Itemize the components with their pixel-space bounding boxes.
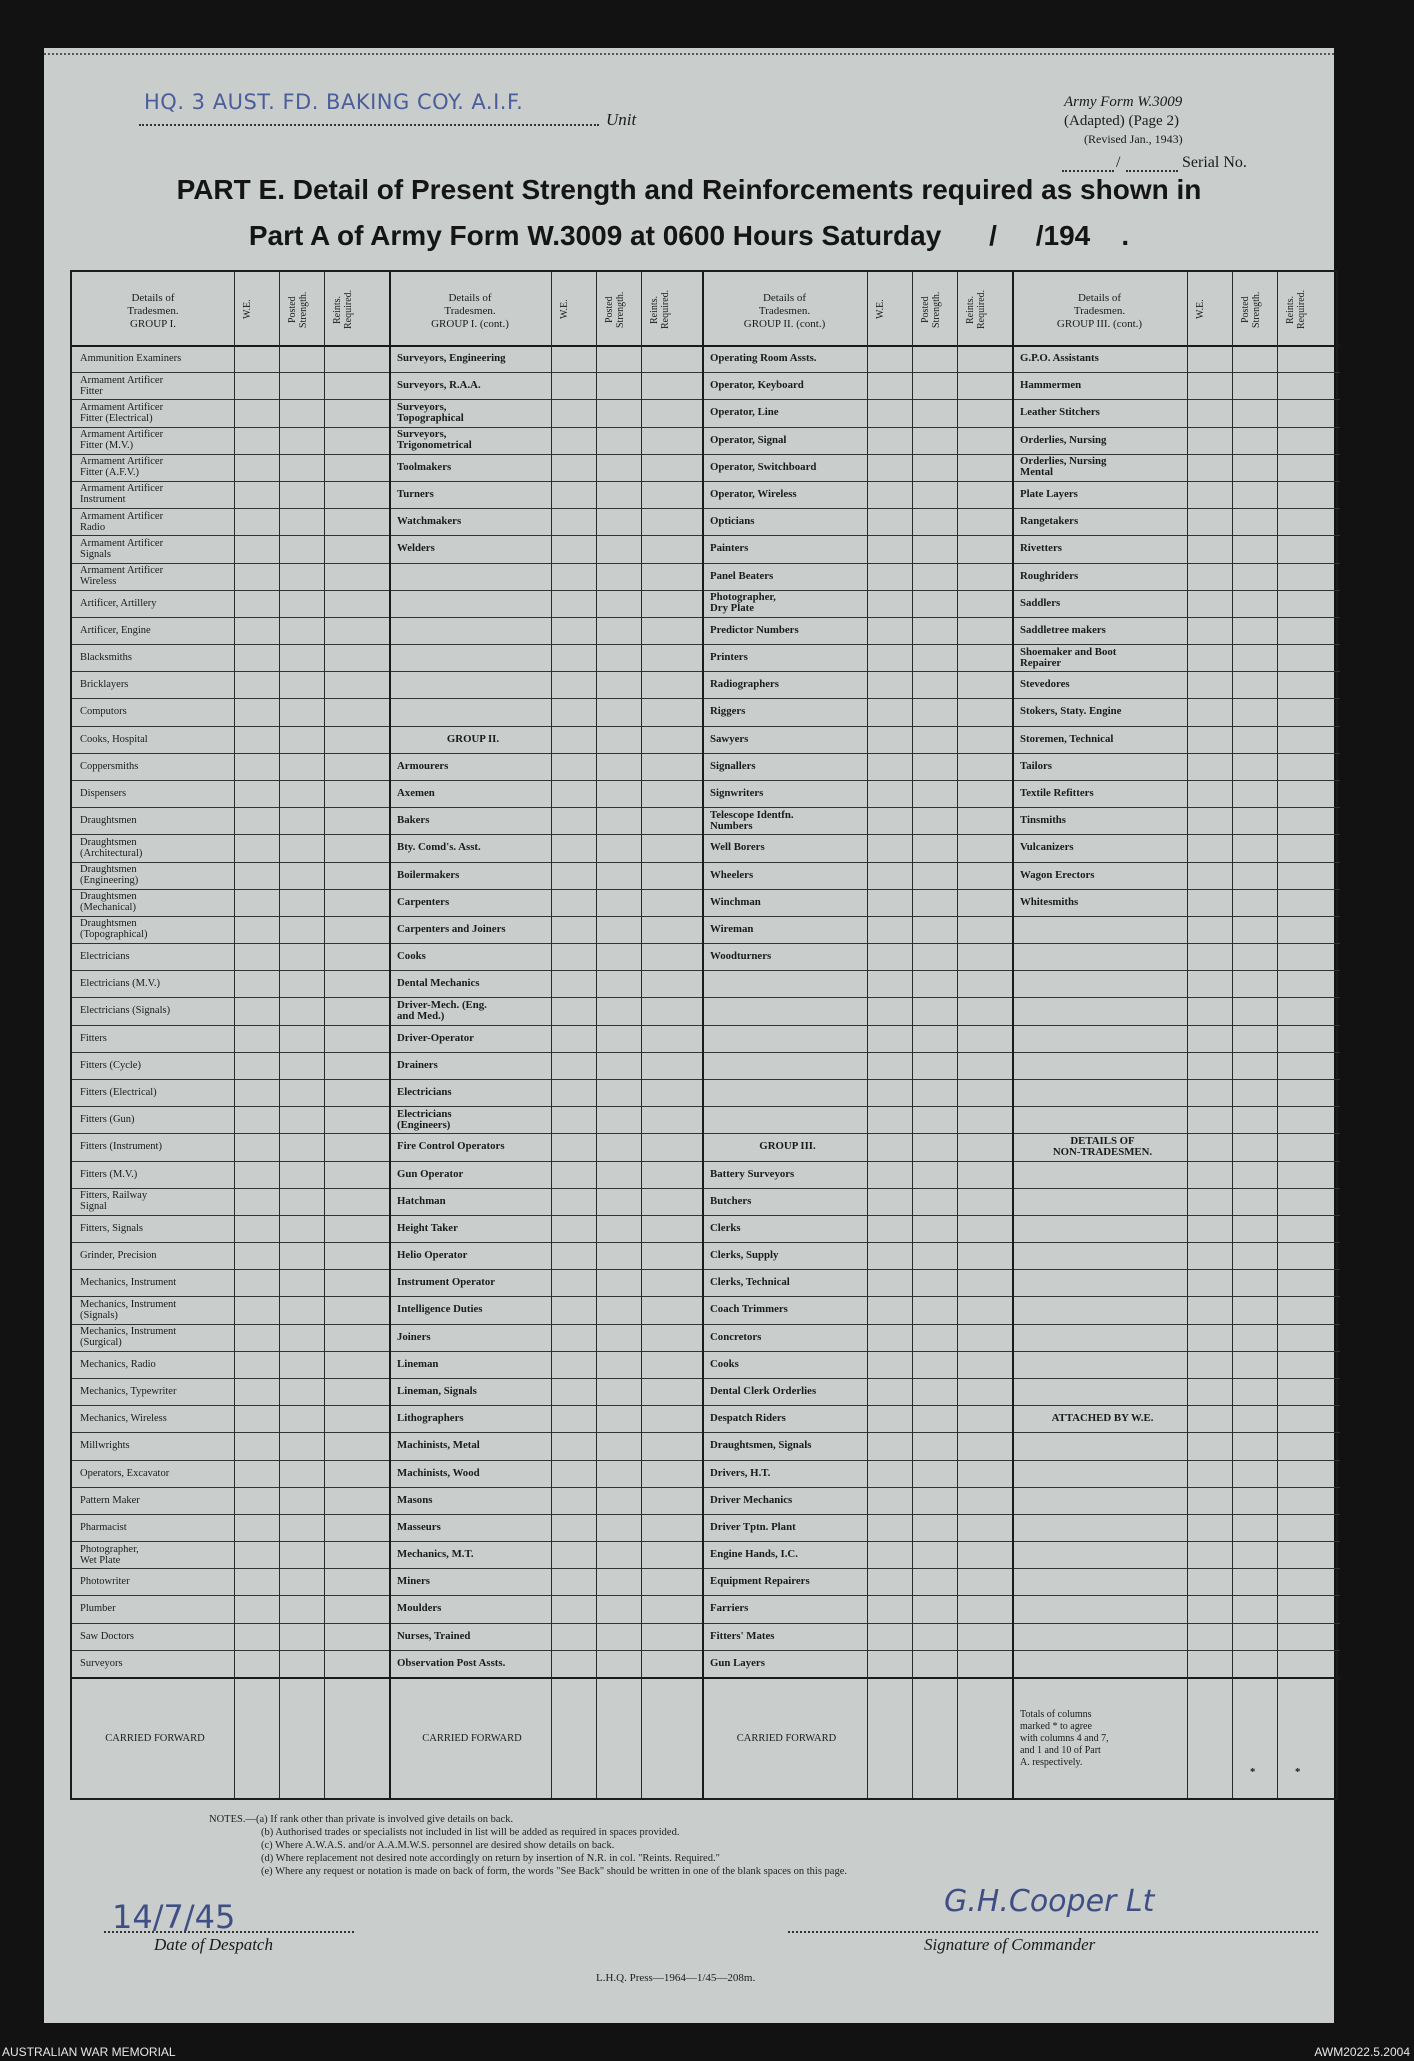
column-rule xyxy=(1187,272,1188,1798)
serial-label: Serial No. xyxy=(1182,154,1247,171)
trade-row: Concretors xyxy=(710,1330,762,1343)
trade-row: Electricians (Engineers) xyxy=(397,1107,452,1131)
trade-row: Cooks, Hospital xyxy=(80,733,148,745)
trade-row: Textile Refitters xyxy=(1020,786,1094,799)
trade-row: Armament Artificer Signals xyxy=(80,537,164,560)
note-line: (e) Where any request or notation is made on back of form, the words "See Back" should be written in one of the blank spaces on this page. xyxy=(261,1866,848,1877)
trade-row: GROUP III. xyxy=(759,1140,816,1153)
trade-row: Equipment Repairers xyxy=(710,1575,810,1588)
trade-row: Fitters (Cycle) xyxy=(80,1059,141,1071)
blank-row xyxy=(1020,1352,1185,1377)
trade-row: Rangetakers xyxy=(1020,515,1079,528)
column-rule xyxy=(641,272,642,1798)
trade-row: Signwriters xyxy=(710,786,764,799)
column-rule xyxy=(324,272,325,1798)
trade-row: Opticians xyxy=(710,515,755,528)
trade-row: Drivers, H.T. xyxy=(710,1466,771,1479)
trade-row: Stevedores xyxy=(1020,678,1070,691)
trade-row: Radiographers xyxy=(710,678,779,691)
trade-row: Armament Artificer Fitter (M.V.) xyxy=(80,429,164,452)
totals-note: Totals of columns marked * to agree with columns 4 and 7, and 1 and 10 of Part A. respectively. xyxy=(1020,1708,1109,1768)
blank-row xyxy=(1020,1216,1185,1241)
blank-row xyxy=(1020,917,1185,942)
trade-row: Orderlies, Nursing Mental xyxy=(1020,455,1107,479)
blank-row xyxy=(397,564,549,589)
blank-row xyxy=(1020,1379,1185,1404)
trade-row: Fitters (Instrument) xyxy=(80,1141,162,1153)
trade-row: Joiners xyxy=(397,1330,431,1343)
blank-row xyxy=(397,618,549,643)
subcol-heading: W.E. xyxy=(559,299,570,320)
trade-row: Boilermakers xyxy=(397,868,460,881)
trade-row: Cooks xyxy=(397,950,426,963)
trade-row: Nurses, Trained xyxy=(397,1629,471,1642)
signature-underline xyxy=(788,1931,1318,1933)
serial-separator: / xyxy=(1116,154,1121,171)
trade-row: Saddletree makers xyxy=(1020,623,1106,636)
trade-row: Tinsmiths xyxy=(1020,814,1067,827)
archive-accession: AWM2022.5.2004 xyxy=(1314,2045,1410,2059)
subcol-heading: Reints. Required. xyxy=(1285,289,1307,330)
trade-row: Artificer, Engine xyxy=(80,624,151,636)
blank-row xyxy=(1020,1651,1185,1676)
subcol-heading: Posted Strength. xyxy=(920,291,942,328)
note-line: (b) Authorised trades or specialists not included in list will be added as required in spaces provided. xyxy=(261,1827,680,1838)
trade-row: Hatchman xyxy=(397,1194,446,1207)
perforation-edge xyxy=(44,53,1334,55)
trade-row: Clerks, Technical xyxy=(710,1276,790,1289)
trade-row: Photowriter xyxy=(80,1576,130,1588)
trade-row: Engine Hands, I.C. xyxy=(710,1548,798,1561)
blank-row xyxy=(397,645,549,670)
trade-row: Photographer, Dry Plate xyxy=(710,591,776,615)
notes-block xyxy=(209,1813,847,1878)
trade-row: Operators, Excavator xyxy=(80,1467,170,1479)
unit-handwritten: HQ. 3 AUST. FD. BAKING COY. A.I.F. xyxy=(144,90,524,114)
trade-row: Whitesmiths xyxy=(1020,895,1079,908)
subcol-heading: W.E. xyxy=(242,299,253,320)
trade-row: Machinists, Wood xyxy=(397,1466,480,1479)
trade-row: Carpenters and Joiners xyxy=(397,922,506,935)
trade-row: Surveyors, Trigonometrical xyxy=(397,428,472,452)
trade-row: Bty. Comd's. Asst. xyxy=(397,841,481,854)
subcol-heading: Posted Strength. xyxy=(1240,291,1262,328)
trade-row: Plate Layers xyxy=(1020,487,1078,500)
trade-row: Panel Beaters xyxy=(710,569,774,582)
trade-row: Fitters (M.V.) xyxy=(80,1168,138,1180)
column-rule xyxy=(234,272,235,1798)
group-divider xyxy=(702,272,704,1798)
blank-row xyxy=(1020,1243,1185,1268)
trade-row: Masons xyxy=(397,1493,433,1506)
subcol-heading: Reints. Required. xyxy=(965,289,987,330)
note-line: (d) Where replacement not desired note accordingly on return by insertion of N.R. in col. "Reints. Required." xyxy=(261,1853,720,1864)
trade-row: Operator, Switchboard xyxy=(710,460,817,473)
carried-forward: CARRIED FORWARD xyxy=(736,1733,837,1744)
trade-row: Orderlies, Nursing xyxy=(1020,433,1107,446)
trade-row: Grinder, Precision xyxy=(80,1250,157,1262)
trade-row: Fitters (Electrical) xyxy=(80,1087,157,1099)
trade-row: Printers xyxy=(710,651,748,664)
trade-row: Mechanics, Instrument (Surgical) xyxy=(80,1326,177,1349)
printer-line: L.H.Q. Press—1964—1/45—208m. xyxy=(596,1972,756,1984)
column-rule xyxy=(279,272,280,1798)
trade-row: Despatch Riders xyxy=(710,1412,786,1425)
trade-row: Signallers xyxy=(710,759,756,772)
trade-row: Clerks, Supply xyxy=(710,1249,779,1262)
trade-row: Dispensers xyxy=(80,787,127,799)
column-rule xyxy=(1277,272,1278,1798)
trade-row: Saddlers xyxy=(1020,596,1061,609)
trade-row: Pharmacist xyxy=(80,1521,127,1533)
trade-row: Photographer, Wet Plate xyxy=(80,1543,139,1566)
trade-row: Painters xyxy=(710,542,749,555)
trade-row: Artificer, Artillery xyxy=(80,597,157,609)
trade-row: Armament Artificer Fitter (Electrical) xyxy=(80,401,164,424)
trade-row: Height Taker xyxy=(397,1221,458,1234)
trade-row: ATTACHED BY W.E. xyxy=(1051,1412,1154,1425)
trade-row: Hammermen xyxy=(1020,379,1082,392)
trade-row: Surveyors, Topographical xyxy=(397,400,464,424)
blank-row xyxy=(1020,1270,1185,1295)
blank-row xyxy=(1020,971,1185,996)
blank-row xyxy=(1020,998,1185,1023)
blank-row xyxy=(1020,1026,1185,1051)
column-rule xyxy=(1232,272,1233,1798)
blank-row xyxy=(1020,1189,1185,1214)
blank-row xyxy=(1020,1433,1185,1458)
trade-row: Operating Room Assts. xyxy=(710,352,817,365)
blank-row xyxy=(1020,1488,1185,1513)
blank-row xyxy=(397,699,549,724)
trade-row: Dental Clerk Orderlies xyxy=(710,1385,817,1398)
trade-row: Driver Tptn. Plant xyxy=(710,1520,796,1533)
trade-row: Pattern Maker xyxy=(80,1494,140,1506)
blank-row xyxy=(1020,1515,1185,1540)
trade-row: Electricians xyxy=(80,951,130,963)
trade-row: Surveyors xyxy=(80,1657,123,1669)
trade-row: Miners xyxy=(397,1575,430,1588)
trade-row: Coppersmiths xyxy=(80,760,139,772)
blank-row xyxy=(710,1107,865,1132)
trade-row: Mechanics, Instrument xyxy=(80,1277,177,1289)
trade-row: Electricians xyxy=(397,1086,452,1099)
trade-row: Welders xyxy=(397,542,435,555)
trade-row: Bakers xyxy=(397,814,430,827)
trade-row: Operator, Signal xyxy=(710,433,787,446)
trade-row: DETAILS OF NON-TRADESMEN. xyxy=(1052,1134,1153,1158)
archive-credit: AUSTRALIAN WAR MEMORIAL xyxy=(2,2045,176,2059)
subcol-heading: Reints. Required. xyxy=(649,289,671,330)
column-heading-group1: Details of Tradesmen. GROUP I. xyxy=(127,292,179,330)
trade-row: Mechanics, Radio xyxy=(80,1358,156,1370)
trade-row: Armament Artificer Fitter (A.F.V.) xyxy=(80,456,164,479)
trade-row: Wagon Erectors xyxy=(1020,868,1095,881)
trade-row: Lithographers xyxy=(397,1412,464,1425)
column-rule xyxy=(912,272,913,1798)
trade-row: Bricklayers xyxy=(80,679,129,691)
subcol-heading: W.E. xyxy=(1195,299,1206,320)
trade-row: Drainers xyxy=(397,1058,438,1071)
trade-row: Axemen xyxy=(397,786,435,799)
total-asterisk: * xyxy=(1295,1765,1301,1778)
trade-row: Draughtsmen (Mechanical) xyxy=(80,891,137,914)
trade-row: Instrument Operator xyxy=(397,1276,496,1289)
trade-row: Electricians (Signals) xyxy=(80,1005,171,1017)
trade-row: Mechanics, Typewriter xyxy=(80,1386,177,1398)
subcol-heading: W.E. xyxy=(875,299,886,320)
trade-row: Draughtsmen (Architectural) xyxy=(80,836,143,859)
trade-row: Roughriders xyxy=(1020,569,1079,582)
trade-row: Armament Artificer Wireless xyxy=(80,565,164,588)
blank-row xyxy=(1020,1325,1185,1350)
trade-row: G.P.O. Assistants xyxy=(1020,352,1099,365)
blank-row xyxy=(1020,1569,1185,1594)
form-adapted: (Adapted) (Page 2) xyxy=(1064,113,1179,129)
trade-row: Butchers xyxy=(710,1194,752,1207)
title-line2-text: Part A of Army Form W.3009 at 0600 Hours Saturday xyxy=(248,220,942,251)
trade-row: Lineman, Signals xyxy=(397,1385,477,1398)
trade-row: Blacksmiths xyxy=(80,652,132,664)
form-sheet xyxy=(44,48,1334,2023)
trade-row: GROUP II. xyxy=(446,732,500,745)
form-number: Army Form W.3009 xyxy=(1064,94,1183,110)
column-rule xyxy=(551,272,552,1798)
trade-row: Riggers xyxy=(710,705,746,718)
trade-row: Gun Layers xyxy=(710,1656,765,1669)
trade-row: Armourers xyxy=(397,759,449,772)
trade-row: Storemen, Technical xyxy=(1020,732,1114,745)
trade-row: Fire Control Operators xyxy=(397,1140,505,1153)
trade-row: Draughtsmen (Topographical) xyxy=(80,918,148,941)
trade-row: Computors xyxy=(80,706,127,718)
trade-row: Wireman xyxy=(710,922,754,935)
column-heading-group2: Details of Tradesmen. GROUP I. (cont.) xyxy=(431,292,509,330)
trade-row: Turners xyxy=(397,487,434,500)
trade-row: Masseurs xyxy=(397,1520,441,1533)
trade-row: Mechanics, M.T. xyxy=(397,1548,474,1561)
blank-row xyxy=(710,1053,865,1078)
subcol-heading: Reints. Required. xyxy=(332,289,354,330)
trade-row: Tailors xyxy=(1020,759,1053,772)
trade-row: Stokers, Staty. Engine xyxy=(1020,705,1122,718)
trade-row: Machinists, Metal xyxy=(397,1439,480,1452)
blank-row xyxy=(1020,1107,1185,1132)
trade-row: Operator, Keyboard xyxy=(710,379,804,392)
carried-forward: CARRIED FORWARD xyxy=(422,1733,522,1744)
column-rule xyxy=(867,272,868,1798)
blank-row xyxy=(1020,1297,1185,1322)
strength-table xyxy=(70,270,1338,1800)
unit-underline xyxy=(139,124,599,126)
trade-row: Operator, Wireless xyxy=(710,487,797,500)
title-date: / /194 . xyxy=(989,220,1130,251)
serial-underline-2 xyxy=(1126,170,1178,172)
trade-row: Saw Doctors xyxy=(80,1630,134,1642)
blank-row xyxy=(1020,1542,1185,1567)
trade-row: Coach Trimmers xyxy=(710,1303,788,1316)
trade-row: Plumber xyxy=(80,1603,116,1615)
group-divider xyxy=(1012,272,1014,1798)
trade-row: Armament Artificer Fitter xyxy=(80,374,164,397)
trade-row: Helio Operator xyxy=(397,1249,468,1262)
trade-row: Moulders xyxy=(397,1602,442,1615)
column-rule xyxy=(596,272,597,1798)
trade-row: Surveyors, Engineering xyxy=(397,352,506,365)
blank-row xyxy=(710,971,865,996)
trade-row: Operator, Line xyxy=(710,406,779,419)
trade-row: Farriers xyxy=(710,1602,749,1615)
trade-row: Armament Artificer Radio xyxy=(80,510,164,533)
group-divider xyxy=(389,272,391,1798)
trade-row: Driver-Operator xyxy=(397,1031,474,1044)
form-revised: (Revised Jan., 1943) xyxy=(1084,132,1183,146)
despatch-underline xyxy=(104,1931,354,1933)
blank-row xyxy=(1020,1162,1185,1187)
trade-row: Battery Surveyors xyxy=(710,1167,795,1180)
trade-row: Vulcanizers xyxy=(1020,841,1074,854)
blank-row xyxy=(1020,1080,1185,1105)
despatch-label: Date of Despatch xyxy=(154,1935,273,1954)
column-heading-group3: Details of Tradesmen. GROUP II. (cont.) xyxy=(743,292,826,330)
trade-row: Surveyors, R.A.A. xyxy=(397,379,481,392)
trade-row: Ammunition Examiners xyxy=(80,353,182,365)
column-heading-group4: Details of Tradesmen. GROUP III. (cont.) xyxy=(1056,292,1143,330)
trade-row: Mechanics, Instrument (Signals) xyxy=(80,1298,177,1321)
trade-row: Rivetters xyxy=(1020,542,1062,555)
unit-label: Unit xyxy=(606,110,637,129)
trade-row: Armament Artificer Instrument xyxy=(80,483,164,506)
trade-row: Sawyers xyxy=(710,732,749,745)
trade-row: Fitters, Railway Signal xyxy=(80,1190,148,1213)
blank-row xyxy=(710,1080,865,1105)
blank-row xyxy=(1020,944,1185,969)
trade-row: Mechanics, Wireless xyxy=(80,1413,167,1425)
signature-handwritten: G.H.Cooper Lt xyxy=(944,1884,1155,1919)
trade-row: Well Borers xyxy=(710,841,765,854)
carried-forward: CARRIED FORWARD xyxy=(105,1733,205,1744)
trade-row: Draughtsmen xyxy=(80,815,137,827)
trade-row: Gun Operator xyxy=(397,1167,464,1180)
trade-row: Fitters (Gun) xyxy=(80,1114,135,1126)
serial-underline-1 xyxy=(1062,170,1114,172)
trade-row: Draughtsmen (Engineering) xyxy=(80,864,139,887)
trade-row: Leather Stitchers xyxy=(1020,406,1100,419)
trade-row: Fitters xyxy=(80,1032,107,1044)
trade-row: Wheelers xyxy=(710,868,754,881)
blank-row xyxy=(397,591,549,616)
trade-row: Fitters, Signals xyxy=(80,1222,144,1234)
trade-row: Winchman xyxy=(710,895,761,908)
trade-row: Shoemaker and Boot Repairer xyxy=(1020,645,1117,669)
subcol-heading: Posted Strength. xyxy=(287,291,309,328)
trade-row: Electricians (M.V.) xyxy=(80,978,160,990)
page-title-line1: PART E. Detail of Present Strength and Reinforcements required as shown in xyxy=(176,174,1202,205)
trade-row: Millwrights xyxy=(80,1440,130,1452)
trade-row: Intelligence Duties xyxy=(397,1303,483,1316)
blank-row xyxy=(1020,1624,1185,1649)
note-line: NOTES.—(a) If rank other than private is involved give details on back. xyxy=(209,1814,514,1825)
trade-row: Driver-Mech. (Eng. and Med.) xyxy=(397,998,487,1022)
trade-row: Woodturners xyxy=(710,950,772,963)
trade-row: Draughtsmen, Signals xyxy=(710,1439,812,1452)
page-title-line2 xyxy=(44,220,1334,252)
trade-row: Cooks xyxy=(710,1357,739,1370)
blank-row xyxy=(1020,1053,1185,1078)
total-asterisk: * xyxy=(1250,1765,1256,1778)
subcol-heading: Posted Strength. xyxy=(604,291,626,328)
trade-row: Carpenters xyxy=(397,895,450,908)
blank-row xyxy=(710,998,865,1023)
trade-row: Driver Mechanics xyxy=(710,1493,793,1506)
column-rule xyxy=(957,272,958,1798)
trade-row: Dental Mechanics xyxy=(397,977,480,990)
trade-row: Lineman xyxy=(397,1357,439,1370)
trade-row: Fitters' Mates xyxy=(710,1629,775,1642)
blank-row xyxy=(397,672,549,697)
signature-label: Signature of Commander xyxy=(924,1935,1096,1954)
note-line: (c) Where A.W.A.S. and/or A.A.M.W.S. personnel are desired show details on back. xyxy=(261,1840,615,1851)
trade-row: Predictor Numbers xyxy=(710,623,799,636)
blank-row xyxy=(1020,1461,1185,1486)
trade-row: Toolmakers xyxy=(397,460,452,473)
trade-row: Watchmakers xyxy=(397,515,462,528)
despatch-date-handwritten: 14/7/45 xyxy=(112,1898,236,1936)
trade-row: Clerks xyxy=(710,1221,741,1234)
blank-row xyxy=(710,1026,865,1051)
trade-row: Telescope Identfn. Numbers xyxy=(710,808,794,832)
trade-row: Observation Post Assts. xyxy=(397,1656,506,1669)
blank-row xyxy=(1020,1596,1185,1621)
row-rule xyxy=(72,1677,1340,1679)
